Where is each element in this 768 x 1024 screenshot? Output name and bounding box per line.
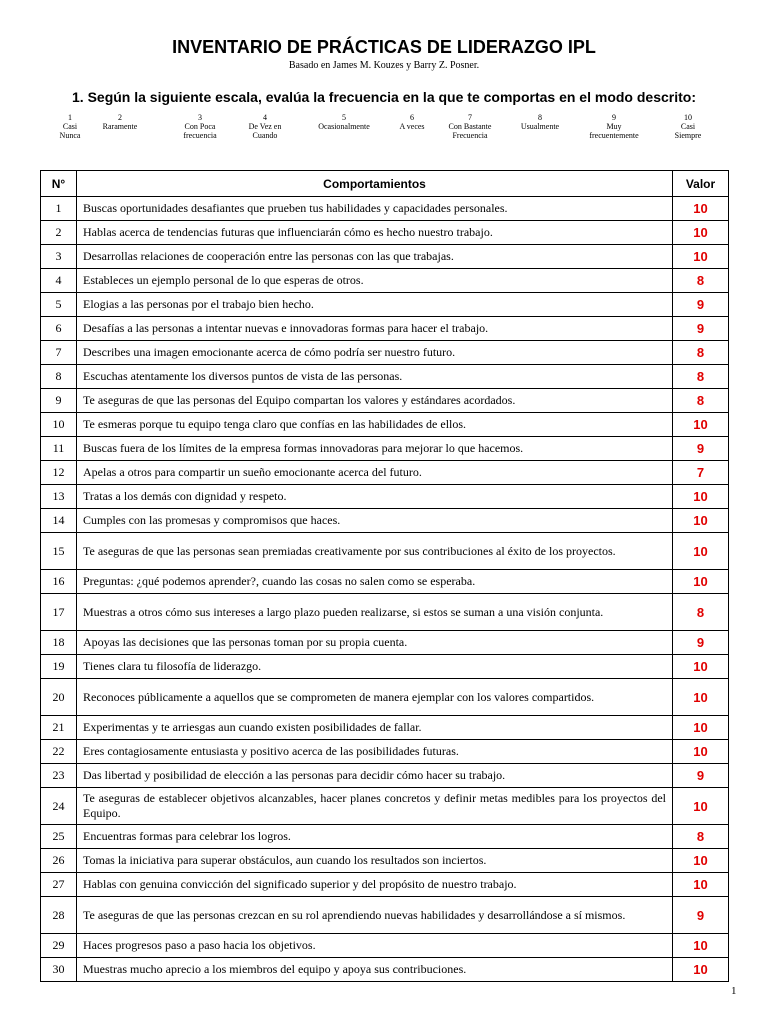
row-value: 10 [673, 873, 729, 897]
table-row [41, 873, 729, 897]
row-value: 10 [673, 509, 729, 533]
row-value: 10 [673, 679, 729, 716]
row-behavior: Preguntas: ¿qué podemos aprender?, cuando las cosas no salen como se esperaba. [77, 570, 673, 594]
table-row [41, 485, 729, 509]
row-behavior: Reconoces públicamente a aquellos que se comprometen de manera ejemplar con los valores compartidos. [77, 679, 673, 716]
row-number: 30 [41, 958, 77, 982]
row-behavior: Desafías a las personas a intentar nuevas e innovadoras formas para hacer el trabajo. [77, 317, 673, 341]
scale-num: 4 [263, 113, 267, 122]
page-number: 1 [731, 985, 737, 997]
row-number: 23 [41, 764, 77, 788]
scale-l2: Frecuencia [452, 131, 488, 140]
document-subtitle: Basado en James M. Kouzes y Barry Z. Posner. [288, 60, 480, 71]
table-row [41, 341, 729, 365]
row-behavior: Describes una imagen emocionante acerca de cómo podría ser nuestro futuro. [77, 341, 673, 365]
scale-num: 9 [612, 113, 616, 122]
scale-l1: Muy [606, 122, 622, 131]
row-value: 10 [673, 570, 729, 594]
table-row [41, 570, 729, 594]
row-behavior: Buscas oportunidades desafiantes que prueben tus habilidades y capacidades personales. [77, 197, 673, 221]
row-number: 6 [41, 317, 77, 341]
table-row [41, 269, 729, 293]
scale-item [220, 113, 310, 140]
behaviors-table [40, 170, 729, 982]
header-value: Valor [673, 171, 729, 197]
row-number: 13 [41, 485, 77, 509]
row-value: 9 [673, 764, 729, 788]
header-behavior: Comportamientos [77, 171, 673, 197]
table-row [41, 461, 729, 485]
row-value: 10 [673, 958, 729, 982]
row-number: 4 [41, 269, 77, 293]
scale-l1: Raramente [102, 122, 138, 131]
frequency-scale [0, 113, 768, 153]
row-number: 10 [41, 413, 77, 437]
row-number: 12 [41, 461, 77, 485]
row-number: 15 [41, 533, 77, 570]
scale-l1: Usualmente [520, 122, 560, 131]
row-behavior: Escuchas atentamente los diversos puntos de vista de las personas. [77, 365, 673, 389]
scale-l2: Siempre [674, 131, 702, 140]
row-behavior: Tratas a los demás con dignidad y respeto. [77, 485, 673, 509]
row-number: 19 [41, 655, 77, 679]
row-value: 8 [673, 269, 729, 293]
row-number: 17 [41, 594, 77, 631]
row-value: 10 [673, 413, 729, 437]
row-value: 8 [673, 365, 729, 389]
row-behavior: Te aseguras de que las personas del Equipo compartan los valores y estándares acordados. [77, 389, 673, 413]
table-row [41, 197, 729, 221]
row-behavior: Apelas a otros para compartir un sueño emocionante acerca del futuro. [77, 461, 673, 485]
table-row [41, 740, 729, 764]
row-value: 10 [673, 849, 729, 873]
table-row [41, 317, 729, 341]
row-value: 10 [673, 740, 729, 764]
row-behavior: Muestras mucho aprecio a los miembros del equipo y apoya sus contribuciones. [77, 958, 673, 982]
scale-num: 6 [410, 113, 414, 122]
row-value: 8 [673, 825, 729, 849]
table-row [41, 679, 729, 716]
row-behavior: Apoyas las decisiones que las personas toman por su propia cuenta. [77, 631, 673, 655]
scale-l1: Ocasionalmente [318, 122, 370, 131]
scale-l1: Casi [680, 122, 696, 131]
row-behavior: Eres contagiosamente entusiasta y positivo acerca de las posibilidades futuras. [77, 740, 673, 764]
table-row [41, 245, 729, 269]
table-row [41, 897, 729, 934]
row-number: 18 [41, 631, 77, 655]
table-row [41, 958, 729, 982]
row-value: 10 [673, 485, 729, 509]
row-behavior: Desarrollas relaciones de cooperación entre las personas con las que trabajas. [77, 245, 673, 269]
table-row [41, 934, 729, 958]
row-number: 7 [41, 341, 77, 365]
row-behavior: Hablas con genuina convicción del significado superior y del propósito de nuestro trabajo. [77, 873, 673, 897]
row-behavior: Hablas acerca de tendencias futuras que influenciarán cómo es hecho nuestro trabajo. [77, 221, 673, 245]
scale-item [643, 113, 733, 140]
table-row [41, 413, 729, 437]
table-row [41, 533, 729, 570]
row-number: 29 [41, 934, 77, 958]
row-behavior: Cumples con las promesas y compromisos que haces. [77, 509, 673, 533]
table-row [41, 788, 729, 825]
row-behavior: Te esmeras porque tu equipo tenga claro que confías en las habilidades de ellos. [77, 413, 673, 437]
row-behavior: Das libertad y posibilidad de elección a las personas para decidir cómo hacer su trabajo. [77, 764, 673, 788]
row-number: 25 [41, 825, 77, 849]
scale-num: 8 [538, 113, 542, 122]
table-row [41, 849, 729, 873]
row-number: 9 [41, 389, 77, 413]
row-number: 5 [41, 293, 77, 317]
scale-l1: A veces [399, 122, 425, 131]
table-row [41, 631, 729, 655]
document-title: INVENTARIO DE PRÁCTICAS DE LIDERAZGO IPL [172, 37, 596, 57]
scale-l2: Cuando [252, 131, 278, 140]
row-behavior: Muestras a otros cómo sus intereses a largo plazo pueden realizarse, si estos se suman a una visión conjunta. [77, 594, 673, 631]
scale-num: 7 [468, 113, 472, 122]
row-behavior: Experimentas y te arriesgas aun cuando existen posibilidades de fallar. [77, 716, 673, 740]
row-number: 14 [41, 509, 77, 533]
table-row [41, 221, 729, 245]
row-behavior: Estableces un ejemplo personal de lo que esperas de otros. [77, 269, 673, 293]
scale-num: 2 [118, 113, 122, 122]
row-value: 8 [673, 389, 729, 413]
row-value: 9 [673, 631, 729, 655]
row-number: 16 [41, 570, 77, 594]
row-number: 27 [41, 873, 77, 897]
table-row [41, 389, 729, 413]
scale-num: 10 [684, 113, 692, 122]
scale-l1: Casi [62, 122, 78, 131]
scale-l2: frecuentemente [589, 131, 639, 140]
row-value: 9 [673, 317, 729, 341]
scale-l1: De Vez en [248, 122, 282, 131]
row-number: 24 [41, 788, 77, 825]
row-behavior: Te aseguras de que las personas sean premiadas creativamente por sus contribuciones al éxito de los proyectos. [77, 533, 673, 570]
row-value: 10 [673, 788, 729, 825]
table-row [41, 509, 729, 533]
row-behavior: Tienes clara tu filosofía de liderazgo. [77, 655, 673, 679]
row-value: 9 [673, 437, 729, 461]
row-behavior: Te aseguras de que las personas crezcan en su rol aprendiendo nuevas habilidades y desarrollándose a sí mismos. [77, 897, 673, 934]
scale-item [75, 113, 165, 131]
table-header-row [41, 171, 729, 197]
scale-num: 3 [198, 113, 202, 122]
scale-l2: Nunca [59, 131, 81, 140]
question-heading: 1. Según la siguiente escala, evalúa la frecuencia en la que te comportas en el modo descrito: [72, 89, 696, 105]
row-value: 7 [673, 461, 729, 485]
table-row [41, 594, 729, 631]
scale-l2: frecuencia [183, 131, 217, 140]
row-number: 8 [41, 365, 77, 389]
row-behavior: Encuentras formas para celebrar los logros. [77, 825, 673, 849]
row-value: 10 [673, 533, 729, 570]
row-number: 2 [41, 221, 77, 245]
row-value: 10 [673, 221, 729, 245]
row-value: 10 [673, 245, 729, 269]
row-value: 9 [673, 897, 729, 934]
row-behavior: Haces progresos paso a paso hacia los objetivos. [77, 934, 673, 958]
table-row [41, 716, 729, 740]
row-value: 8 [673, 341, 729, 365]
row-number: 3 [41, 245, 77, 269]
header-number: N° [41, 171, 77, 197]
row-number: 28 [41, 897, 77, 934]
row-behavior: Tomas la iniciativa para superar obstáculos, aun cuando los resultados son inciertos. [77, 849, 673, 873]
row-number: 11 [41, 437, 77, 461]
row-number: 21 [41, 716, 77, 740]
row-behavior: Buscas fuera de los límites de la empresa formas innovadoras para mejorar lo que hacemos. [77, 437, 673, 461]
table-row [41, 293, 729, 317]
table-row [41, 655, 729, 679]
row-value: 10 [673, 197, 729, 221]
row-value: 9 [673, 293, 729, 317]
row-number: 26 [41, 849, 77, 873]
scale-num: 1 [68, 113, 72, 122]
row-number: 22 [41, 740, 77, 764]
scale-l1: Con Poca [184, 122, 216, 131]
table-row [41, 764, 729, 788]
table-row [41, 365, 729, 389]
scale-l1: Con Bastante [448, 122, 492, 131]
row-value: 10 [673, 934, 729, 958]
row-behavior: Elogias a las personas por el trabajo bien hecho. [77, 293, 673, 317]
table-row [41, 825, 729, 849]
row-value: 10 [673, 655, 729, 679]
row-value: 8 [673, 594, 729, 631]
row-behavior: Te aseguras de establecer objetivos alcanzables, hacer planes concretos y definir metas medibles para los proyectos del Equipo. [77, 788, 673, 825]
row-number: 20 [41, 679, 77, 716]
row-value: 10 [673, 716, 729, 740]
row-number: 1 [41, 197, 77, 221]
table-row [41, 437, 729, 461]
scale-num: 5 [342, 113, 346, 122]
